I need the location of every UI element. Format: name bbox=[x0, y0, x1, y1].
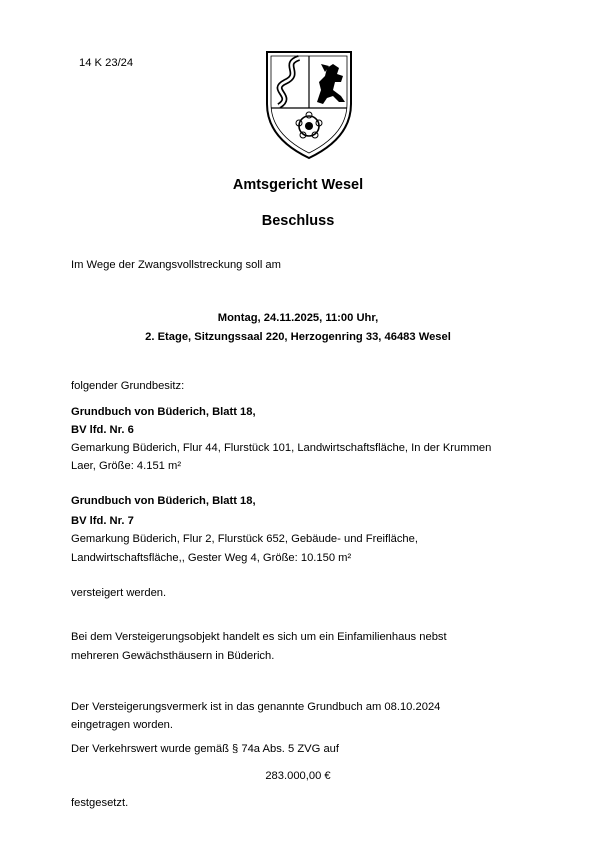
court-name: Amtsgericht Wesel bbox=[232, 177, 364, 193]
coat-of-arms-icon bbox=[259, 46, 359, 162]
appointment-date: Montag, 24.11.2025, 11:00 Uhr, bbox=[217, 312, 379, 324]
property-2-description: Gemarkung Büderich, Flur 2, Flurstück 652, Gebäude- und Freifläche, bbox=[71, 533, 418, 545]
property-1-size: Laer, Größe: 4.151 m² bbox=[71, 460, 182, 472]
property-1-register: Grundbuch von Büderich, Blatt 18, bbox=[71, 406, 256, 418]
registration-line-2: eingetragen worden. bbox=[71, 719, 174, 731]
auction-phrase: versteigert werden. bbox=[71, 587, 167, 599]
property-1-entry: BV lfd. Nr. 6 bbox=[71, 424, 134, 436]
property-2-size: Landwirtschaftsfläche,, Gester Weg 4, Größe: 10.150 m² bbox=[71, 552, 352, 564]
property-intro: folgender Grundbesitz: bbox=[71, 380, 185, 392]
property-1-description: Gemarkung Büderich, Flur 44, Flurstück 101, Landwirtschaftsfläche, In der Krummen bbox=[71, 442, 492, 454]
registration-line-1: Der Versteigerungsvermerk ist in das genannte Grundbuch am 08.10.2024 bbox=[71, 701, 441, 713]
object-description-line-1: Bei dem Versteigerungsobjekt handelt es sich um ein Einfamilienhaus nebst bbox=[71, 631, 447, 643]
object-description-line-2: mehreren Gewächsthäusern in Büderich. bbox=[71, 650, 275, 662]
appointment-place: 2. Etage, Sitzungssaal 220, Herzogenring 33, 46483 Wesel bbox=[145, 331, 451, 343]
market-value-intro: Der Verkehrswert wurde gemäß § 74a Abs. 5 ZVG auf bbox=[71, 743, 340, 755]
property-2-entry: BV lfd. Nr. 7 bbox=[71, 515, 134, 527]
market-value-amount: 283.000,00 € bbox=[265, 770, 331, 782]
closing-text: festgesetzt. bbox=[71, 797, 129, 809]
document-title: Beschluss bbox=[261, 213, 335, 229]
case-number: 14 K 23/24 bbox=[79, 57, 134, 69]
intro-text: Im Wege der Zwangsvollstreckung soll am bbox=[71, 259, 281, 271]
property-2-register: Grundbuch von Büderich, Blatt 18, bbox=[71, 495, 256, 507]
